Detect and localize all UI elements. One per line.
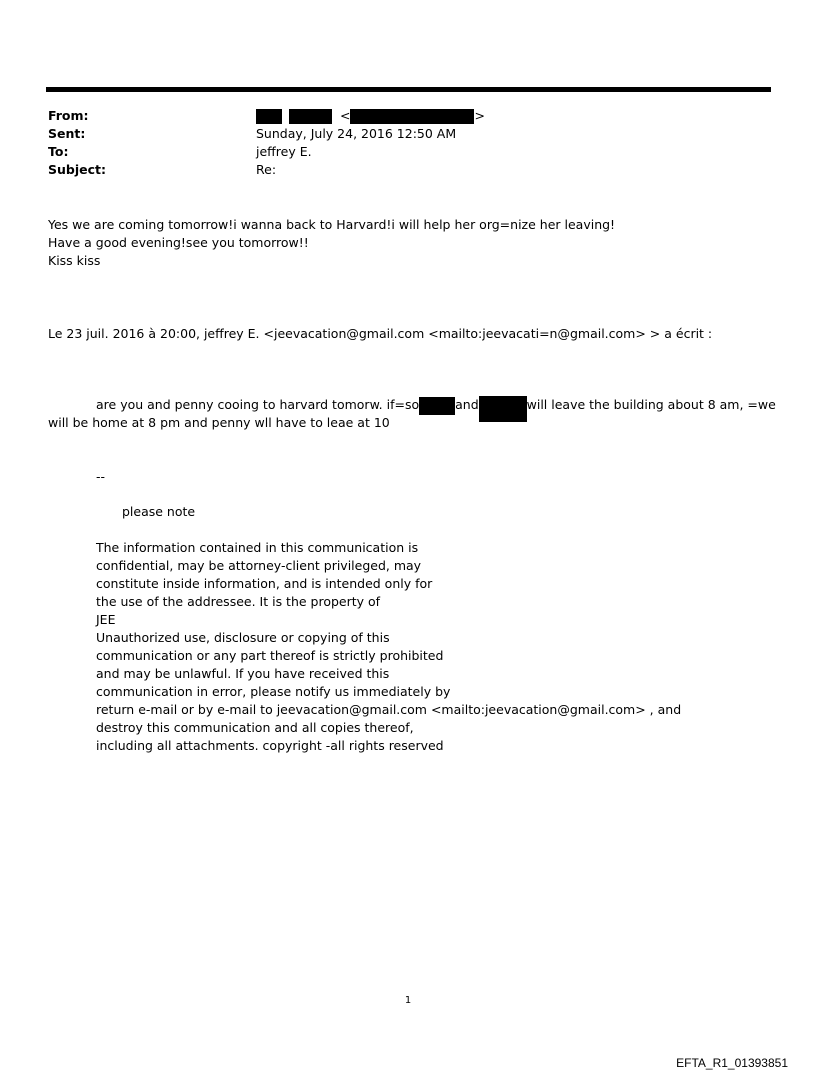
signature-dashes: --: [96, 469, 106, 484]
from-label: From:: [48, 108, 89, 123]
reply-line-3: Kiss kiss: [48, 253, 101, 268]
disclaimer-line: Unauthorized use, disclosure or copying of this: [96, 630, 390, 645]
reply-line-2: Have a good evening!see you tomorrow!!: [48, 235, 309, 250]
redaction-box: [289, 109, 332, 124]
disclaimer-line: and may be unlawful. If you have received this: [96, 666, 390, 681]
from-angle-close: >: [474, 108, 485, 123]
email-header: [48, 107, 748, 187]
disclaimer-line: including all attachments. copyright -all rights reserved: [96, 738, 444, 753]
redaction-box: [479, 396, 527, 422]
quoted-text-part-3: will leave the building about 8 am, =we: [526, 397, 776, 412]
from-angle-open: <: [339, 108, 351, 123]
disclaimer-line: communication in error, please notify us immediately by: [96, 684, 451, 699]
subject-value: Re:: [256, 162, 277, 177]
to-label: To:: [48, 144, 69, 159]
disclaimer-line: JEE: [96, 612, 116, 627]
redaction-box: [256, 109, 282, 124]
redaction-box: [419, 397, 455, 415]
subject-label: Subject:: [48, 162, 106, 177]
header-rule: [46, 87, 771, 92]
disclaimer-line: destroy this communication and all copies thereof,: [96, 720, 414, 735]
disclaimer-line: the use of the addressee. It is the property of: [96, 594, 381, 609]
sent-value: Sunday, July 24, 2016 12:50 AM: [256, 126, 457, 141]
bates-number: EFTA_R1_01393851: [676, 1056, 788, 1070]
from-value: [256, 107, 485, 125]
disclaimer-line: communication or any part thereof is strictly prohibited: [96, 648, 444, 663]
please-note: please note: [122, 504, 196, 519]
quote-intro: Le 23 juil. 2016 à 20:00, jeffrey E. <jeevacation@gmail.com <mailto:jeevacati=n@gmail.com> > a écrit :: [48, 326, 713, 341]
quoted-line-2: will be home at 8 pm and penny wll have to leae at 10: [48, 415, 390, 430]
quoted-text-part-2: and: [455, 397, 479, 412]
redaction-box: [350, 109, 474, 124]
disclaimer-line: The information contained in this communication is: [96, 540, 419, 555]
reply-line-1: Yes we are coming tomorrow!i wanna back to Harvard!i will help her org=nize her leaving!: [48, 217, 616, 232]
to-value: jeffrey E.: [256, 144, 312, 159]
sent-label: Sent:: [48, 126, 86, 141]
page-number: 1: [404, 995, 412, 1006]
quoted-text-part-1: are you and penny cooing to harvard tomorw. if=so: [96, 397, 420, 412]
disclaimer-line: return e-mail or by e-mail to jeevacation@gmail.com <mailto:jeevacation@gmail.com> , and: [96, 702, 682, 717]
disclaimer-block: [96, 539, 681, 755]
disclaimer-line: confidential, may be attorney-client privileged, may: [96, 558, 422, 573]
disclaimer-line: constitute inside information, and is intended only for: [96, 576, 433, 591]
